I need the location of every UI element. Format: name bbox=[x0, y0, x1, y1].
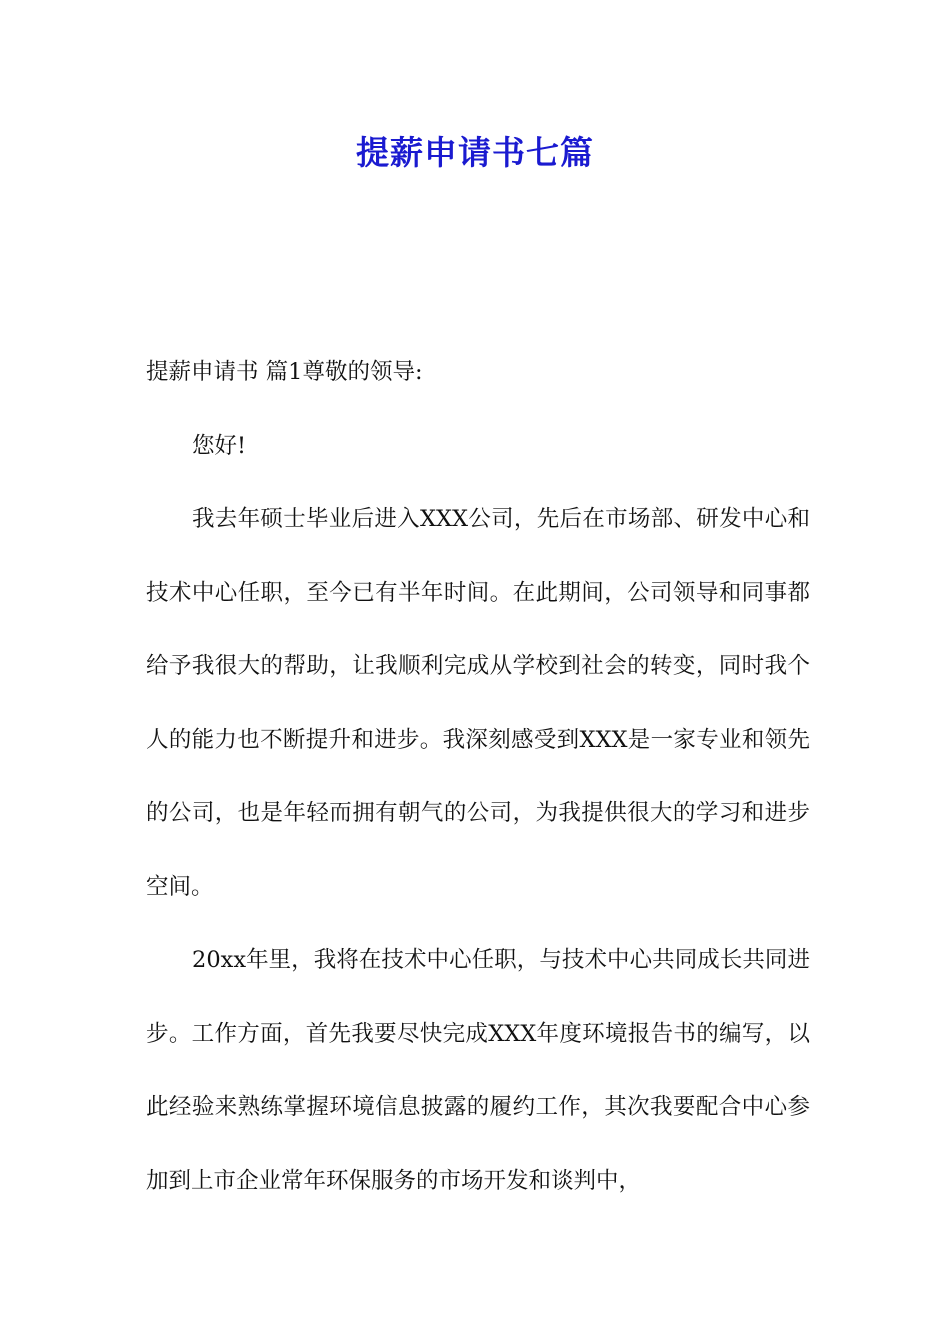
document-body bbox=[146, 336, 810, 1218]
body-paragraph-2: 20xx年里，我将在技术中心任职，与技术中心共同成长共同进步。工作方面，首先我要尽快完成XXX年度环境报告书的编写，以此经验来熟练掌握环境信息披露的履约工作，其次我要配合中心参加到上市企业常年环保服务的市场开发和谈判中， bbox=[146, 947, 810, 1194]
greeting-paragraph: 您好! bbox=[192, 432, 247, 459]
document-title: 提薪申请书七篇 bbox=[356, 133, 594, 172]
body-paragraph-1: 我去年硕士毕业后进入XXX公司，先后在市场部、研发中心和技术中心任职，至今已有半年时间。在此期间，公司领导和同事都给予我很大的帮助，让我顺利完成从学校到社会的转变，同时我个人的能力也不断提升和进步。我深刻感受到XXX是一家专业和领先的公司，也是年轻而拥有朝气的公司，为我提供很大的学习和进步空间。 bbox=[146, 506, 810, 900]
salutation-paragraph: 提薪申请书 篇1尊敬的领导: bbox=[146, 359, 423, 385]
